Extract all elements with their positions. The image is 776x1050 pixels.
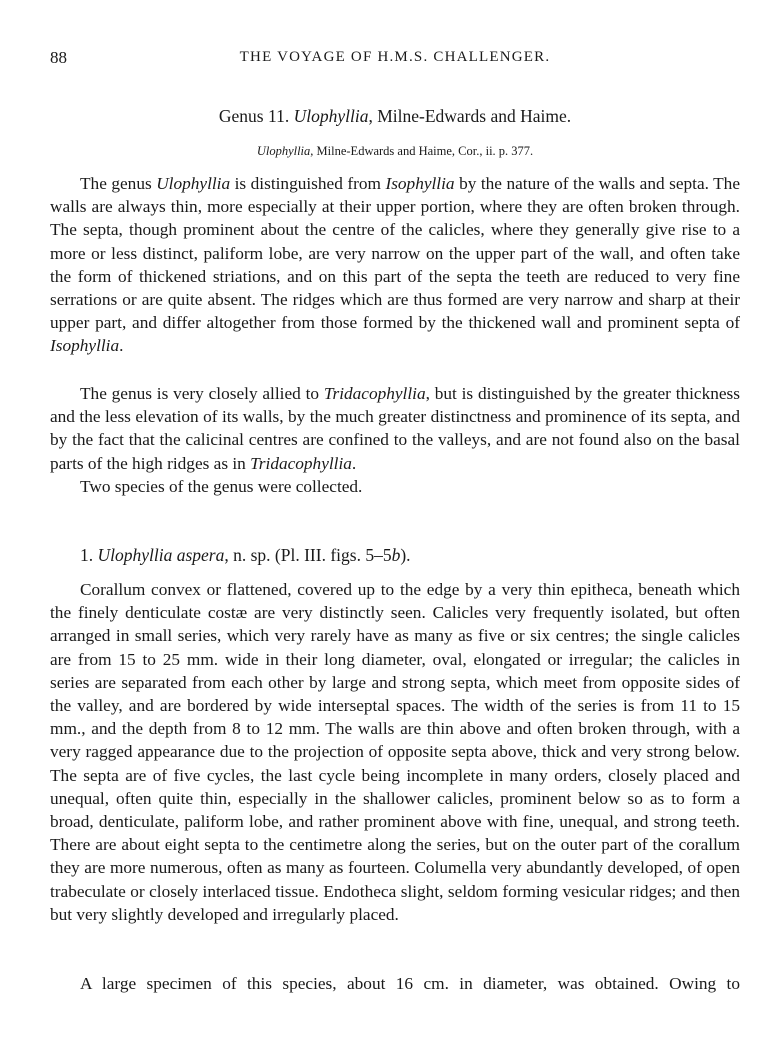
citation-name: Ulophyllia [256, 144, 311, 158]
page-header [50, 48, 740, 70]
genus-prefix: Genus 11. [218, 106, 294, 126]
genus-name: Ulophyllia [293, 106, 369, 126]
paragraph-text: Two species of the genus were collected. [80, 477, 363, 496]
species-name: Ulophyllia aspera [97, 545, 225, 565]
paragraph-genus-distinction [50, 172, 740, 358]
species-number: 1. [80, 545, 98, 565]
taxon-name: Tridacophyllia [250, 453, 352, 473]
species-reference-close: ). [400, 545, 411, 565]
text-run: , but is distinguished by the greater thickness and the less elevation of its walls, by the much greater distinctness and prominence of its septa, and by the fact that the calicinal centres are confined to the valleys, and are not found also on the basal parts of the high ridges as in [50, 384, 741, 473]
taxon-name: Isophyllia [385, 174, 455, 193]
text-run: The genus [80, 174, 157, 193]
species-reference: , n. sp. (Pl. III. figs. 5–5 [224, 545, 392, 565]
taxon-name: Tridacophyllia [323, 384, 426, 403]
paragraph-text: A large specimen of this species, about 16 cm. in diameter, was obtained. Owing to [80, 974, 740, 993]
text-run: The genus is very closely allied to [80, 384, 324, 403]
page-number: 88 [50, 48, 67, 67]
text-run: is distinguished from [230, 174, 386, 193]
paragraph-text: Corallum convex or flattened, covered up to the edge by a very thin epitheca, beneath which the finely denticulate costæ are very distinctly seen. Calicles very frequently isolated, but often arranged in small series, which very rarely have as many as five or six centres; the single calicles are from 15 to 25 mm. wide in their long diameter, oval, elongated or irregular; the calicles in series are separated from each other by large and strong septa, which meet from opposite sides of the valley, and are bordered by wide interseptal spaces. The width of the series is from 11 to 15 mm., and the depth from 8 to 12 mm. The walls are thin above and often broken through, with a very ragged appearance due to the projection of opposite septa above, thick and very strong below. The septa are of five cycles, the last cycle being incomplete in many orders, closely placed and unequal, often quite thin, especially in the shallower calicles, prominent below so as to form a broad, denticulate, paliform lobe, and rather prominent above with fine, unequal, and strong teeth. There are about eight septa to the centimetre along the series, but on the outer part of the corallum they are more numerous, often as many as fourteen. Columella very abundantly developed, of open trabeculate or closely interlaced tissue. Endotheca slight, seldom forming vesicular ridges; and then but very slightly developed and irregularly placed. [50, 580, 740, 924]
species-heading [80, 545, 411, 566]
taxon-name: Isophyllia [50, 336, 120, 356]
figure-suffix: b [391, 545, 401, 565]
text-run: . [119, 336, 124, 356]
citation-text: , Milne-Edwards and Haime, Cor., ii. p. 377. [310, 144, 534, 158]
text-run: . [351, 453, 357, 473]
running-title: THE VOYAGE OF H.M.S. CHALLENGER. [239, 49, 551, 65]
citation [50, 144, 740, 159]
text-run: by the nature of the walls and septa. The walls are always thin, more especially at their upper portion, where they are often broken through. The septa, though prominent about the centre of the calicles, where they generally give rise to a more or less distinct, paliform lobe, are very narrow on the upper part of the wall, and often take the form of thickened striations, and on this part of the septa the teeth are reduced to very fine serrations or are quite absent. The ridges which are thus formed are very narrow and sharp at their upper part, and differ altogether from those formed by the thickened wall and prominent septa of [50, 174, 740, 333]
taxon-name: Ulophyllia [156, 174, 231, 193]
paragraph-species-count [50, 475, 740, 498]
paragraph-species-description [50, 578, 740, 926]
paragraph-genus-affinity [50, 382, 740, 475]
genus-authority: , Milne-Edwards and Haime. [368, 106, 572, 126]
genus-heading [50, 106, 740, 127]
paragraph-specimen [50, 972, 740, 995]
